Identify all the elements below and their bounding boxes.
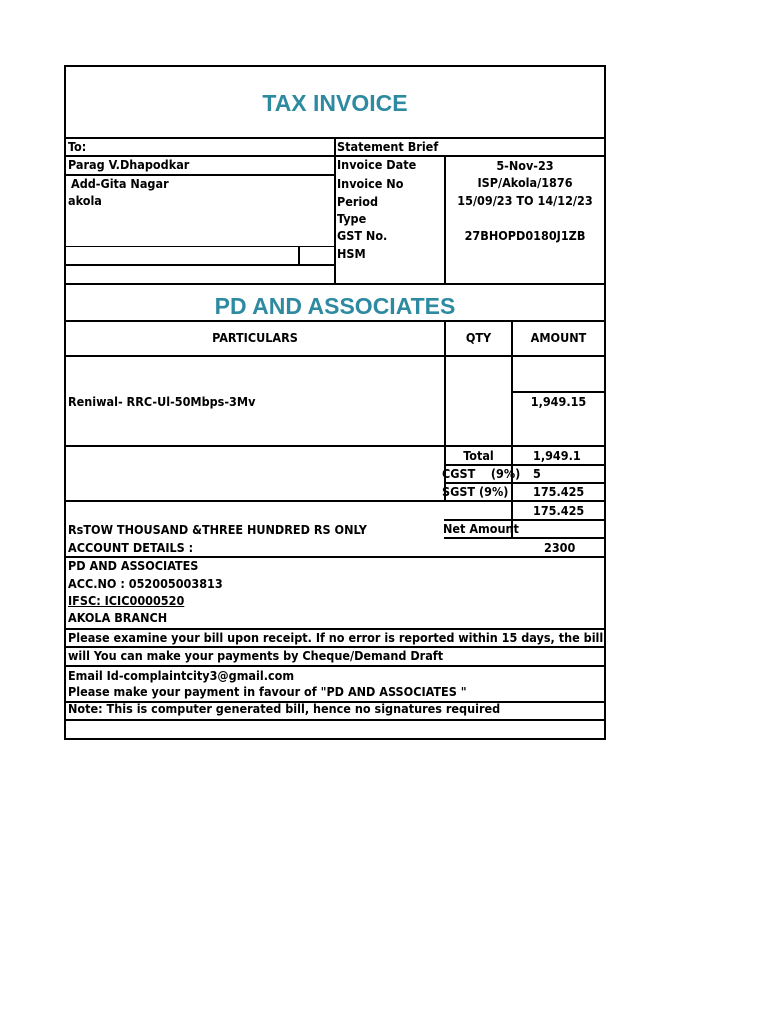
rule-notes-3 [64,665,606,667]
customer-name: Parag V.Dhapodkar [68,157,190,172]
col-amount: AMOUNT [530,330,587,345]
rule-company-top [64,283,606,285]
border-outer-right [604,65,606,740]
account-number: ACC.NO : 052005003813 [68,576,223,591]
rule-notes-5 [64,719,606,721]
item-amount: 1,949.15 [530,394,587,409]
item-description: Reniwal- RRC-Ul-50Mbps-3Mv [68,394,256,409]
type-label: Type [337,211,367,226]
account-details-heading: ACCOUNT DETAILS : [68,540,194,555]
rule-item-bottom [64,445,606,447]
border-outer-left [64,65,66,740]
col-particulars: PARTICULARS [212,330,298,345]
rule-amount-col [511,320,513,539]
cgst-value: 5 [533,466,541,481]
rule-sgst [64,500,606,502]
total-label: Total [463,448,494,463]
rule-table-head-bottom [64,355,606,357]
rule-address-row [64,264,335,266]
address-line2: akola [68,193,102,208]
hsm-label: HSM [337,246,366,261]
period-value: 15/09/23 TO 14/12/23 [457,193,593,208]
invoice-title: TAX INVOICE [262,90,408,116]
border-outer-bottom [64,738,606,740]
rule-net-amount [444,537,606,539]
rule-address-bottom [64,246,335,247]
ifsc-code: IFSC: ICIC0000520 [68,593,185,608]
invoice-date-label: Invoice Date [337,157,417,172]
invoice-date-value: 5-Nov-23 [496,158,554,173]
border-outer-top [64,65,606,67]
extra-value: 175.425 [533,503,585,518]
rule-address-small-col [298,246,300,266]
to-label: To: [68,139,87,154]
net-amount-value: 2300 [544,540,576,555]
period-label: Period [337,194,379,209]
rule-amount-inner [511,391,606,393]
net-amount-label: Net Amount [443,521,519,536]
note-email: Email Id-complaintcity3@gmail.com [68,668,295,683]
note-computer-generated: Note: This is computer generated bill, hence no signatures required [68,701,501,716]
note-payment-method: will You can make your payments by Cheque/Demand Draft [68,648,444,663]
statement-brief-label: Statement Brief [337,139,439,154]
sgst-label: SGST (9%) [442,484,509,499]
gst-no-label: GST No. [337,228,388,243]
col-qty: QTY [465,330,492,345]
gst-no-value: 27BHOPD0180J1ZB [464,228,586,243]
amount-in-words: RsTOW THOUSAND &THREE HUNDRED RS ONLY [68,522,367,537]
invoice-no-value: ISP/Akola/1876 [477,175,573,190]
address-line1: Add-Gita Nagar [71,176,169,191]
invoice-no-label: Invoice No [337,176,404,191]
cgst-label: CGST (9%) [442,466,521,481]
total-value: 1,949.1 [533,448,581,463]
branch-name: AKOLA BRANCH [68,610,168,625]
sgst-value: 175.425 [533,484,585,499]
company-name: PD AND ASSOCIATES [214,293,456,319]
account-name: PD AND ASSOCIATES [68,558,199,573]
note-examine-bill: Please examine your bill upon receipt. If no error is reported within 15 days, the bill [68,630,604,645]
note-payment-favour: Please make your payment in favour of "PD AND ASSOCIATES " [68,684,467,699]
rule-header-mid-col [334,137,336,283]
